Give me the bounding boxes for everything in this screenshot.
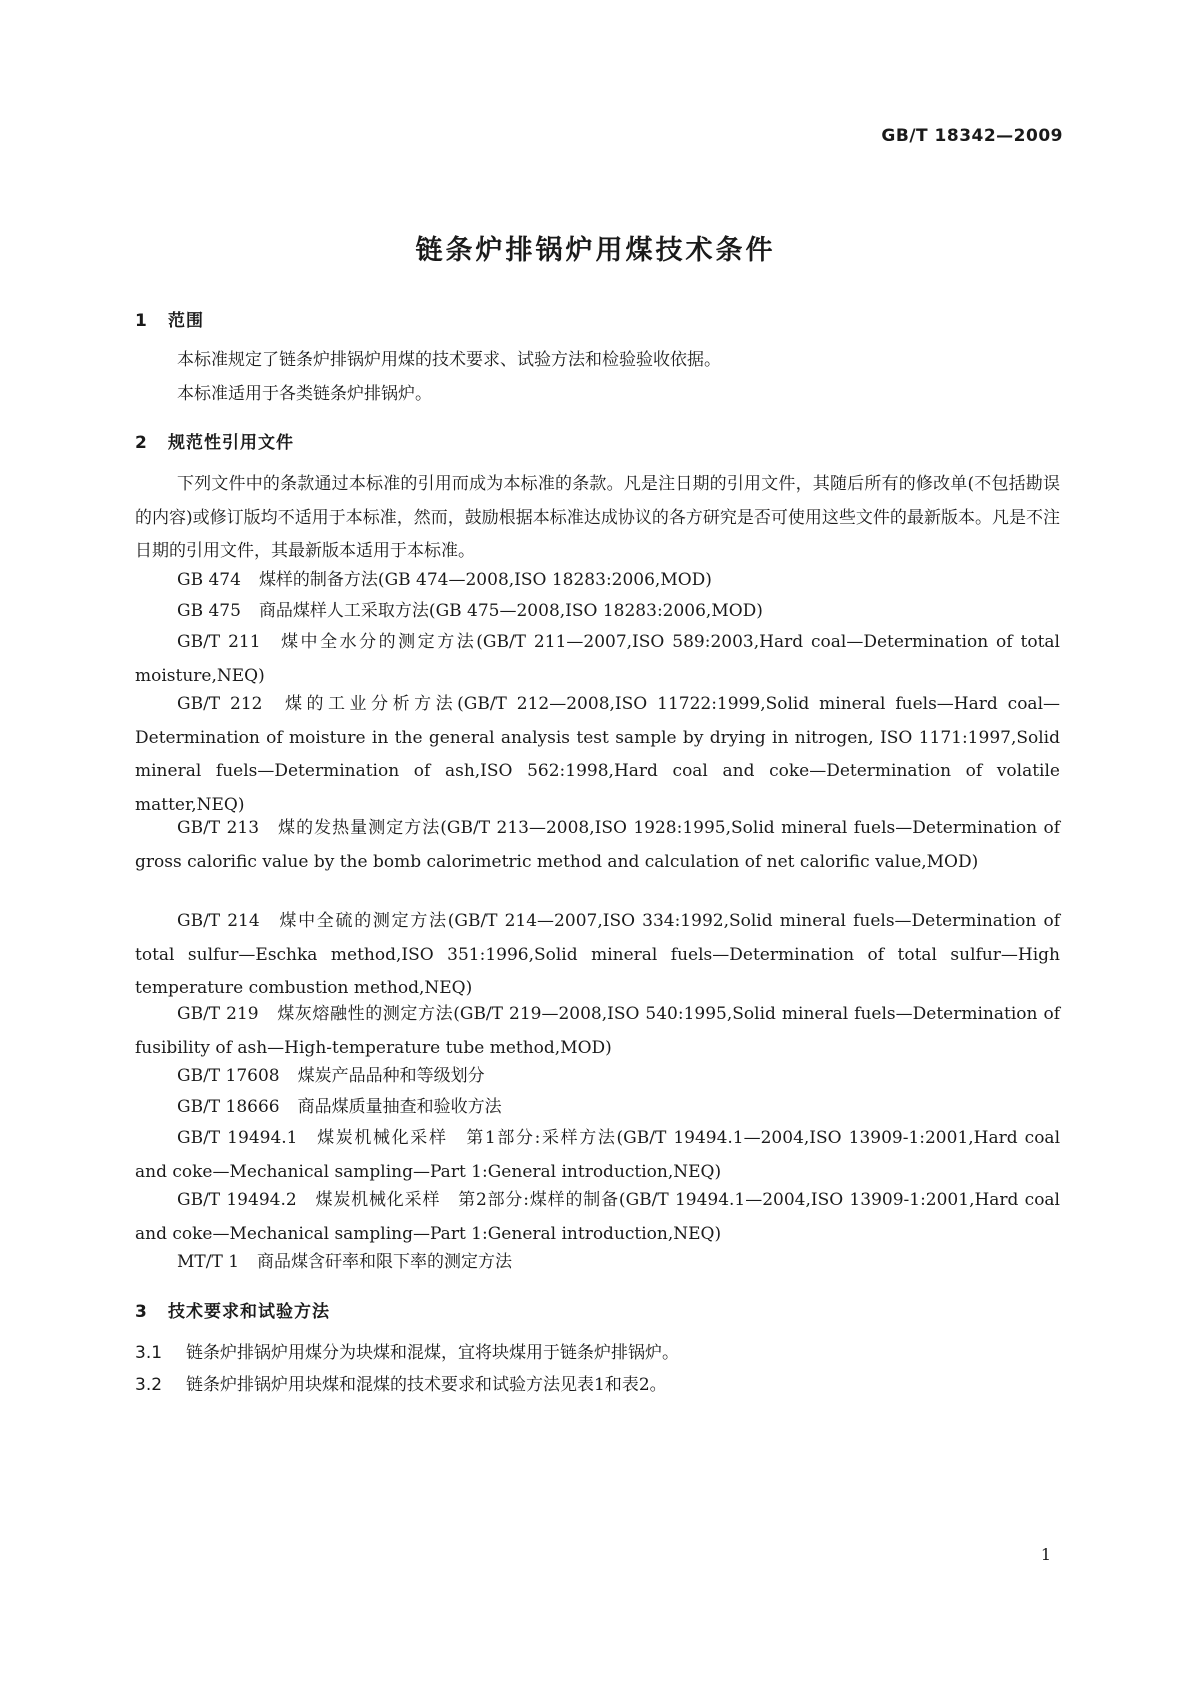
section-1-heading: [135, 306, 204, 331]
reference-text: 商品煤样人工采取方法(GB 475—2008,ISO 18283:2006,MOD): [258, 601, 763, 621]
clause-number: 3.1: [135, 1343, 163, 1363]
page-number: 1: [1040, 1545, 1051, 1564]
reference-text: 煤中全水分的测定方法(GB/T 211—2007,ISO 589:2003,Hard coal—Determination of total moisture,NEQ): [135, 632, 1060, 686]
reference-text: 煤的发热量测定方法(GB/T 213—2008,ISO 1928:1995,Solid mineral fuels—Determination of gross calorific value by the bomb calorimetric method and calculation of net calorific value,MOD): [135, 818, 1060, 872]
intro-paragraph: 下列文件中的条款通过本标准的引用而成为本标准的条款。凡是注日期的引用文件，其随后所有的修改单(不包括勘误的内容)或修订版均不适用于本标准，然而，鼓励根据本标准达成协议的各方研究是否可使用这些文件的最新版本。凡是不注日期的引用文件，其最新版本适用于本标准。: [135, 474, 1060, 561]
paragraph: 本标准规定了链条炉排锅炉用煤的技术要求、试验方法和检验验收依据。: [177, 350, 721, 370]
reference-text: 煤中全硫的测定方法(GB/T 214—2007,ISO 334:1992,Solid mineral fuels—Determination of total sulfur—Eschka method,ISO 351:1996,Solid mineral fuels—Determination of total sulfur—High temperature combustion method,NEQ): [135, 911, 1060, 998]
reference-item: [135, 1060, 1060, 1094]
reference-code: MT/T 1: [177, 1252, 240, 1272]
reference-code: GB 474: [177, 570, 241, 590]
section-title: 规范性引用文件: [168, 433, 294, 453]
reference-item: [135, 595, 1060, 629]
reference-item: [135, 812, 1060, 879]
section-title: 技术要求和试验方法: [168, 1302, 330, 1322]
section-title: 范围: [168, 311, 204, 331]
reference-code: GB/T 211: [177, 632, 261, 652]
section-number: 1: [135, 311, 148, 331]
reference-text: 煤灰熔融性的测定方法(GB/T 219—2008,ISO 540:1995,Solid mineral fuels—Determination of fusibility of ash—High-temperature tube method,MOD): [135, 1004, 1060, 1058]
reference-text: 商品煤含矸率和限下率的测定方法: [257, 1252, 513, 1272]
reference-text: 煤炭产品品种和等级划分: [297, 1066, 485, 1086]
clause-number: 3.2: [135, 1375, 163, 1395]
reference-code: GB/T 213: [177, 818, 260, 838]
reference-code: GB/T 212: [177, 694, 263, 714]
reference-item: [135, 1246, 1060, 1280]
reference-code: GB 475: [177, 601, 241, 621]
clause-item: [135, 1338, 679, 1363]
clause-text: 链条炉排锅炉用块煤和混煤的技术要求和试验方法见表1和表2。: [186, 1375, 667, 1395]
reference-item: [135, 1122, 1060, 1189]
paragraph: 本标准适用于各类链条炉排锅炉。: [177, 384, 432, 404]
section-2-heading: [135, 428, 294, 453]
reference-text: 煤炭机械化采样 第1部分:采样方法(GB/T 19494.1—2004,ISO 13909-1:2001,Hard coal and coke—Mechanical sampling—Part 1:General introduction,NEQ): [135, 1128, 1061, 1182]
reference-code: GB/T 18666: [177, 1097, 280, 1117]
reference-item: [135, 688, 1060, 822]
reference-code: GB/T 19494.2: [177, 1190, 297, 1210]
reference-code: GB/T 19494.1: [177, 1128, 298, 1148]
section-number: 2: [135, 433, 148, 453]
section-number: 3: [135, 1302, 148, 1322]
document-title: 链条炉排锅炉用煤技术条件: [415, 235, 776, 266]
reference-text: 煤的工业分析方法(GB/T 212—2008,ISO 11722:1999,Solid mineral fuels—Hard coal—Determination of moisture in the general analysis test sample by drying in nitrogen, ISO 1171:1997,Solid mineral fuels—Determination of ash,ISO 562:1998,Hard coal and coke—Determination of volatile matter,NEQ): [135, 694, 1061, 815]
reference-code: GB/T 214: [177, 911, 260, 931]
reference-code: GB/T 17608: [177, 1066, 280, 1086]
reference-item: [135, 1091, 1060, 1125]
reference-text: 煤样的制备方法(GB 474—2008,ISO 18283:2006,MOD): [258, 570, 712, 590]
reference-code: GB/T 219: [177, 1004, 259, 1024]
clause-text: 链条炉排锅炉用煤分为块煤和混煤，宜将块煤用于链条炉排锅炉。: [186, 1343, 679, 1363]
section-3-heading: [135, 1297, 330, 1322]
standard-number: GB/T 18342—2009: [881, 126, 1063, 146]
reference-text: 商品煤质量抽查和验收方法: [297, 1097, 502, 1117]
reference-item: [135, 564, 1060, 598]
reference-item: [135, 626, 1060, 693]
reference-item: [135, 1184, 1060, 1251]
clause-item: [135, 1370, 667, 1395]
reference-text: 煤炭机械化采样 第2部分:煤样的制备(GB/T 19494.1—2004,ISO 13909-1:2001,Hard coal and coke—Mechanical sampling—Part 1:General introduction,NEQ): [135, 1190, 1060, 1244]
reference-item: [135, 998, 1060, 1065]
reference-item: [135, 905, 1060, 1006]
